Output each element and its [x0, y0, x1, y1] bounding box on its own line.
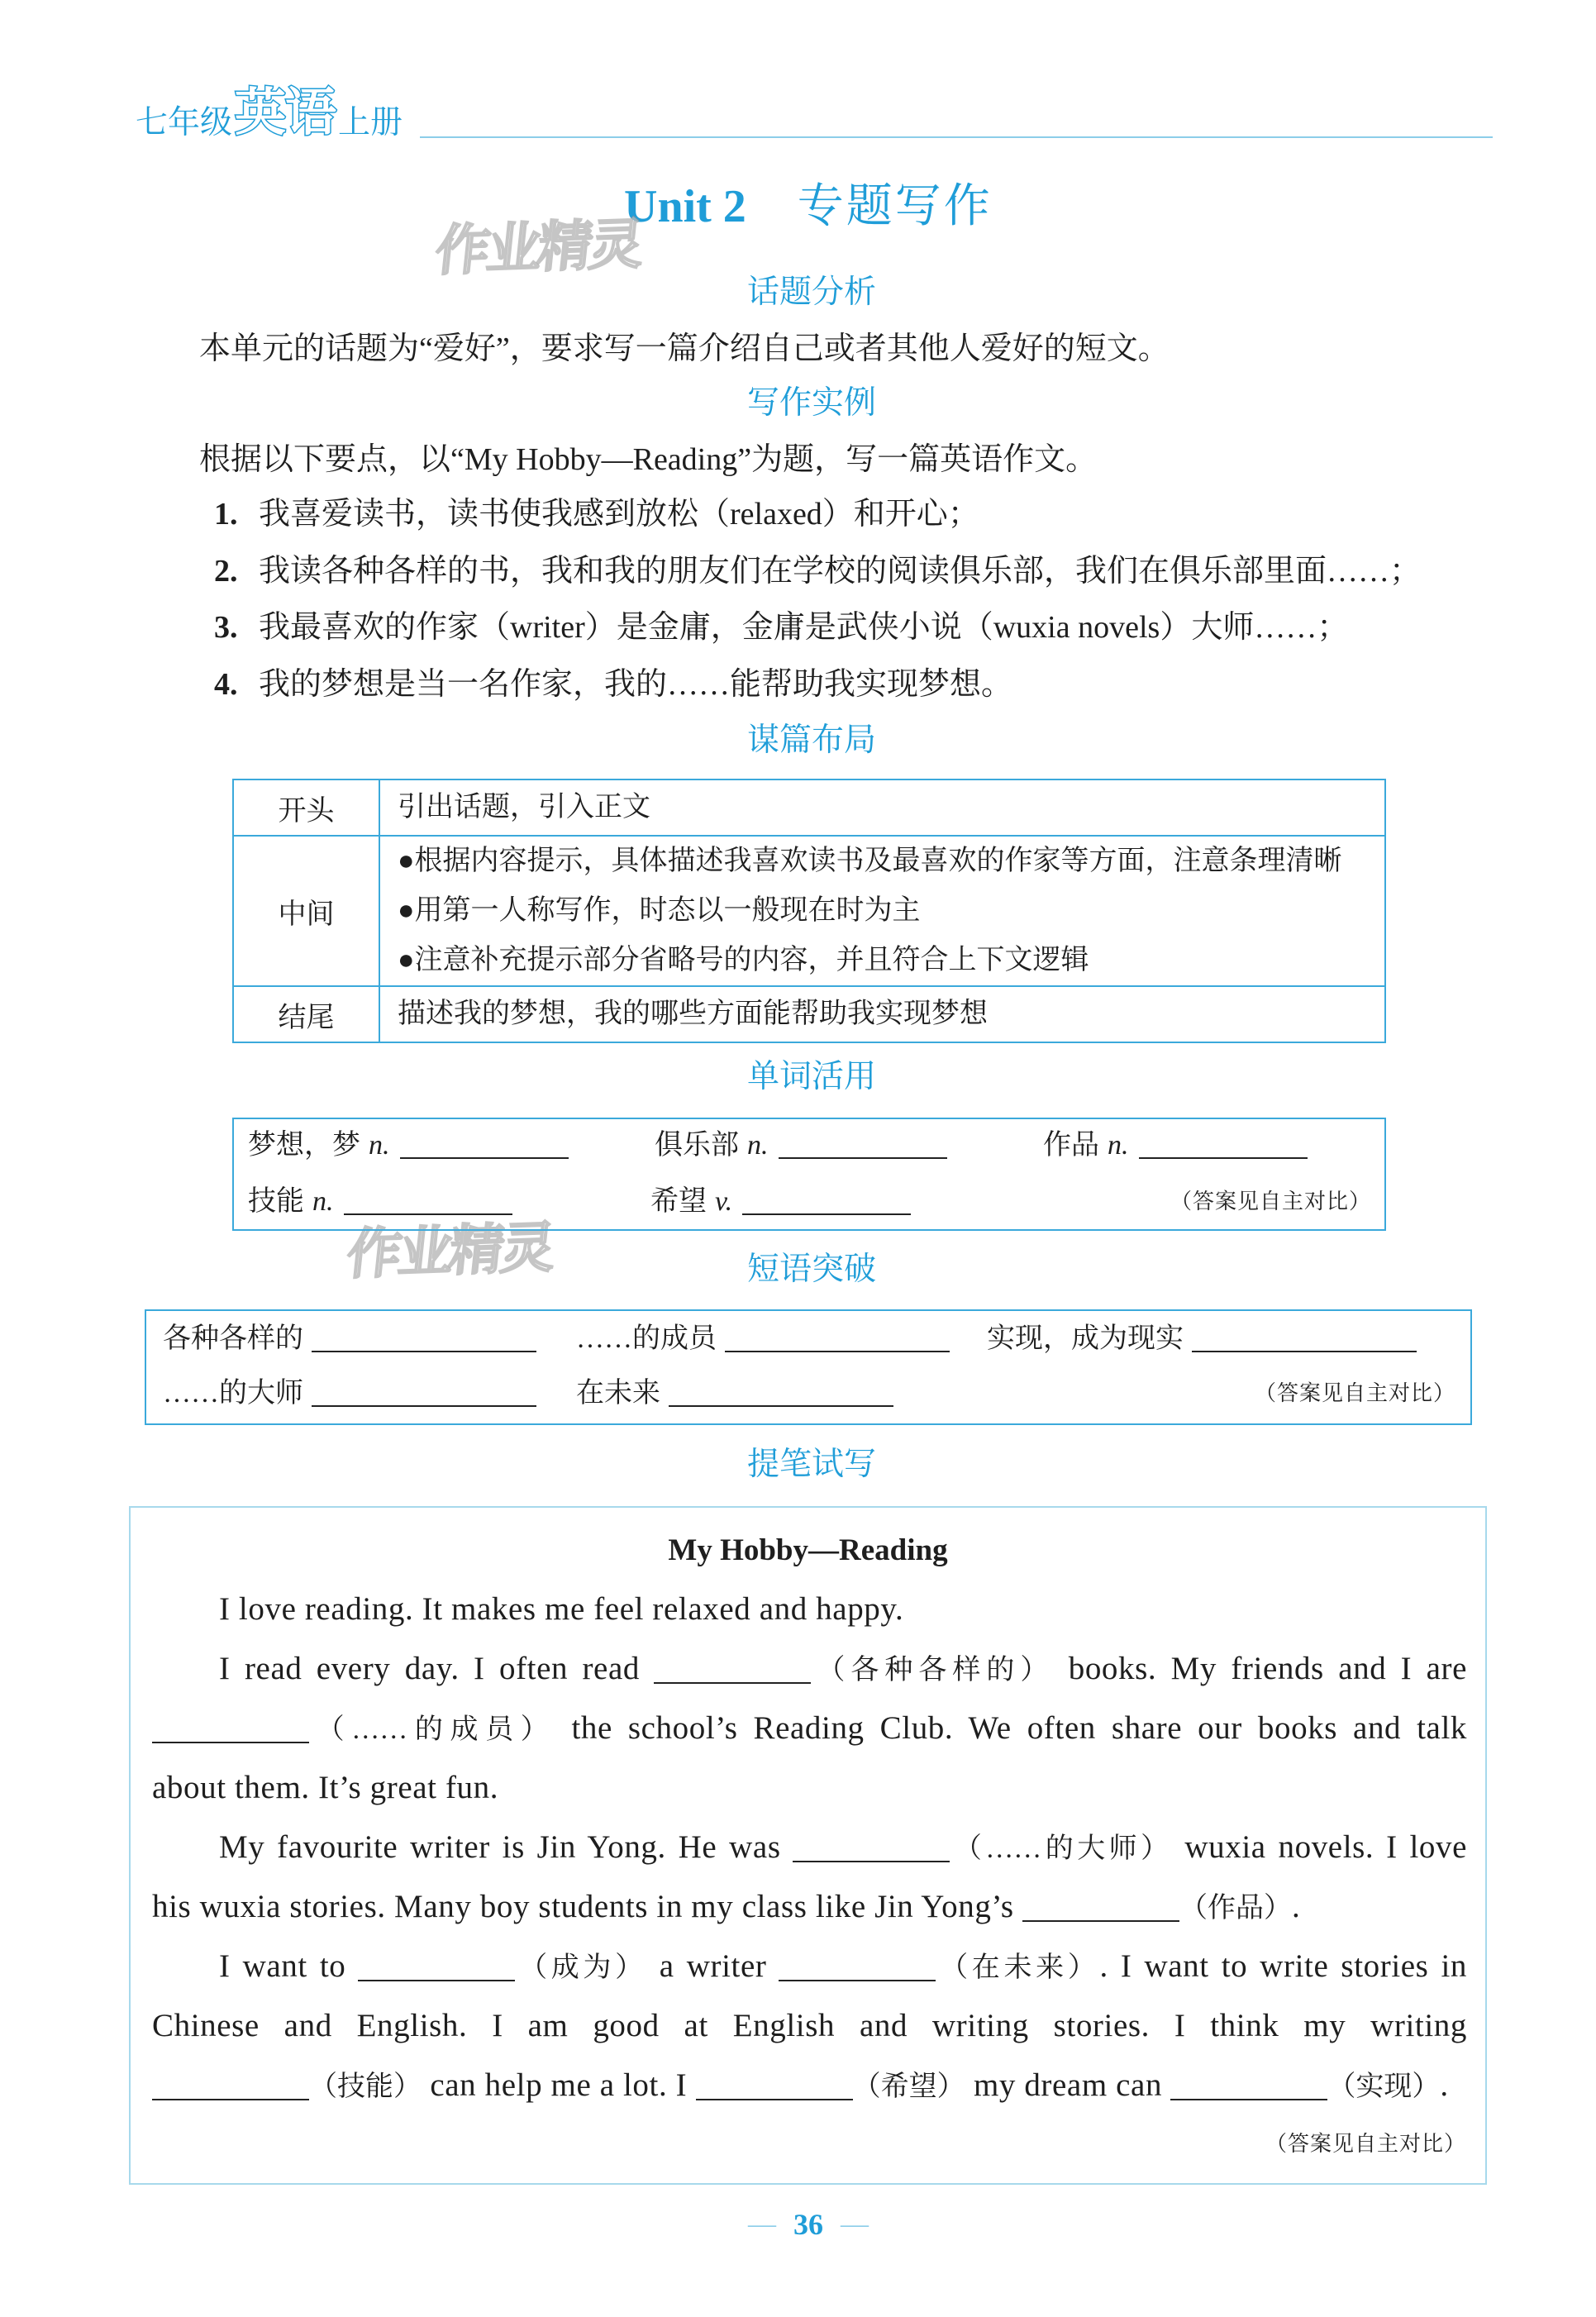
- section-heading-vocabulary: 单词活用: [747, 1058, 877, 1095]
- writing-point: [214, 656, 1421, 713]
- structure-table: [232, 779, 1386, 1043]
- essay-line: [152, 1699, 1467, 1758]
- page-dash-left: —: [748, 2209, 776, 2239]
- phrase-item: [576, 1373, 893, 1414]
- point-text: 我读各种各样的书，我和我的朋友们在学校的阅读俱乐部，我们在俱乐部里面……；: [259, 553, 1422, 589]
- answer-note: （答案见自主对比）: [1170, 1189, 1371, 1213]
- row-line: ●注意补充提示部分省略号的内容，并且符合上下文逻辑: [398, 945, 1089, 975]
- structure-row-opening: [233, 779, 1385, 836]
- row-line: ●根据内容提示，具体描述我喜欢读书及最喜欢的作家等方面，注意条理清晰: [398, 846, 1342, 876]
- vocab-item: [650, 1181, 911, 1223]
- header-grade: 七年级: [136, 104, 233, 141]
- blank-hint: （……的大师）: [950, 1833, 1173, 1864]
- answer-blank: [1022, 1920, 1179, 1922]
- row-label: 开头: [233, 779, 379, 836]
- header-rule: [420, 136, 1493, 138]
- vocab-pos: n.: [312, 1186, 334, 1217]
- vocab-chinese: 希望: [650, 1186, 707, 1217]
- blank-hint: （……的成员）: [309, 1714, 556, 1745]
- essay-text: his wuxia stories. Many boy students in my class like Jin Yong’s: [152, 1889, 1023, 1924]
- vocabulary-box: [232, 1118, 1386, 1231]
- essay-text: My favourite writer is Jin Yong. He was: [219, 1829, 793, 1865]
- answer-blank: [742, 1213, 911, 1215]
- page-dash-right: —: [841, 2209, 869, 2239]
- watermark-top: 作业精灵: [432, 212, 645, 284]
- header-subject: 英语: [235, 82, 336, 142]
- vocab-pos: n.: [1108, 1130, 1129, 1161]
- phrases-box: [145, 1309, 1472, 1425]
- point-number: 4.: [214, 666, 238, 702]
- page-number: [726, 2204, 891, 2245]
- blank-hint: （技能）: [309, 2071, 422, 2102]
- answer-blank: [152, 1742, 309, 1743]
- point-number: 3.: [214, 610, 238, 646]
- row-label: 中间: [233, 836, 379, 986]
- blank-hint: （在未来）: [936, 1952, 1100, 1983]
- writing-example-intro: 根据以下要点，以“My Hobby—Reading”为题，写一篇英语作文。: [199, 442, 1098, 477]
- essay-text: can help me a lot. I: [422, 2067, 696, 2103]
- section-heading-phrases: 短语突破: [747, 1251, 877, 1288]
- essay-text: I want to: [219, 1948, 359, 1984]
- phrase-chinese: ……的大师: [163, 1378, 303, 1409]
- point-text: 我喜爱读书，读书使我感到放松（relaxed）和开心；: [259, 497, 979, 532]
- vocab-pos: v.: [715, 1186, 733, 1217]
- answer-note: （答案见自主对比）: [1254, 1381, 1455, 1405]
- answer-blank: [344, 1213, 512, 1215]
- blank-hint: （希望）: [852, 2071, 965, 2102]
- phrase-item: [163, 1373, 576, 1414]
- essay-title: My Hobby—Reading: [668, 1533, 948, 1567]
- row-line: 描述我的梦想，我的哪些方面能帮助我实现梦想: [398, 999, 988, 1029]
- header-volume: 上册: [338, 104, 403, 141]
- essay-text: . I want to write stories in: [1099, 1948, 1468, 1984]
- writing-point: [214, 599, 1421, 656]
- watermark-middle: 作业精灵: [344, 1215, 556, 1287]
- row-line: ●用第一人称写作，时态以一般现在时为主: [398, 895, 921, 926]
- point-text: 我最喜欢的作家（writer）是金庸，金庸是武侠小说（wuxia novels）大师……；: [259, 610, 1349, 646]
- writing-point: [214, 543, 1421, 600]
- row-content: [379, 836, 1385, 986]
- essay-body: [152, 1580, 1467, 2115]
- essay-text: about them. It’s great fun.: [152, 1770, 499, 1805]
- page-title: [624, 178, 993, 247]
- phrase-item: [576, 1318, 987, 1360]
- row-content: [379, 986, 1385, 1042]
- section-heading-writing: 提笔试写: [747, 1446, 877, 1483]
- answer-blank: [1170, 2099, 1327, 2100]
- section-heading-writing-example: 写作实例: [747, 384, 877, 422]
- point-number: 2.: [214, 553, 238, 589]
- phrase-chinese: 实现，成为现实: [987, 1323, 1184, 1354]
- vocab-item: [248, 1125, 655, 1166]
- answer-blank: [793, 1861, 950, 1862]
- essay-line: [152, 1580, 1467, 1639]
- vocab-pos: n.: [747, 1130, 769, 1161]
- vocab-chinese: 梦想，梦: [248, 1130, 360, 1161]
- answer-blank: [654, 1682, 811, 1684]
- essay-line: [152, 2056, 1467, 2115]
- essay-line: [152, 1758, 1467, 1818]
- answer-blank: [1192, 1351, 1417, 1352]
- vocab-chinese: 俱乐部: [655, 1130, 739, 1161]
- essay-text: my dream can: [965, 2067, 1171, 2103]
- phrase-chinese: 各种各样的: [163, 1323, 303, 1354]
- row-label: 结尾: [233, 986, 379, 1042]
- answer-note: （答案见自主对比）: [1265, 2132, 1466, 2156]
- phrase-chinese: 在未来: [576, 1378, 660, 1409]
- point-text: 我的梦想是当一名作家，我的……能帮助我实现梦想。: [259, 666, 1013, 702]
- essay-text: I read every day. I often read: [219, 1651, 655, 1686]
- answer-blank: [779, 1980, 936, 1981]
- answer-blank: [312, 1351, 536, 1352]
- answer-blank: [669, 1405, 893, 1407]
- phrases-row: [163, 1318, 1417, 1360]
- essay-line: [152, 1818, 1467, 1877]
- vocabulary-row: [248, 1181, 911, 1223]
- phrases-row: [163, 1373, 893, 1414]
- blank-hint: （各种各样的）: [811, 1655, 1055, 1685]
- topic-analysis-text: 本单元的话题为“爱好”，要求写一篇介绍自己或者其他人爱好的短文。: [199, 331, 1170, 366]
- blank-hint: （成为）: [515, 1952, 647, 1983]
- essay-text: I love reading. It makes me feel relaxed and happy.: [219, 1591, 904, 1627]
- book-header: [136, 83, 403, 142]
- essay-line: [152, 1877, 1467, 1937]
- essay-text: the school’s Reading Club. We often share our books and talk: [555, 1710, 1468, 1746]
- answer-blank: [696, 2099, 853, 2100]
- vocab-item: [248, 1181, 650, 1223]
- vocabulary-row: [248, 1125, 1308, 1166]
- writing-points: [214, 486, 1421, 713]
- point-number: 1.: [214, 497, 238, 532]
- row-line: 引出话题，引入正文: [398, 792, 650, 822]
- page-number-value: 36: [793, 2208, 823, 2241]
- structure-row-ending: [233, 986, 1385, 1042]
- essay-text: wuxia novels. I love: [1172, 1829, 1468, 1865]
- section-heading-topic-analysis: 话题分析: [747, 274, 877, 311]
- vocab-chinese: 技能: [248, 1186, 304, 1217]
- answer-blank: [400, 1157, 569, 1159]
- blank-hint: （作品）: [1179, 1893, 1293, 1924]
- writing-box: [129, 1506, 1487, 2185]
- essay-text: Chinese and English. I am good at English and writing stories. I think my writing: [152, 2008, 1467, 2043]
- vocab-item: [1043, 1125, 1308, 1166]
- vocab-chinese: 作品: [1043, 1130, 1099, 1161]
- section-heading-structure: 谋篇布局: [747, 722, 877, 759]
- answer-blank: [725, 1351, 950, 1352]
- essay-text: books. My friends and I are: [1054, 1651, 1468, 1686]
- answer-blank: [358, 1980, 515, 1981]
- essay-line: [152, 1937, 1467, 1996]
- answer-blank: [312, 1405, 536, 1407]
- title-topic: 专题写作: [797, 179, 993, 233]
- title-unit: Unit 2: [624, 181, 746, 232]
- essay-text: a writer: [646, 1948, 779, 1984]
- answer-blank: [779, 1157, 947, 1159]
- essay-text: .: [1440, 2067, 1449, 2103]
- essay-text: .: [1292, 1889, 1301, 1924]
- vocab-pos: n.: [369, 1130, 390, 1161]
- phrase-chinese: ……的成员: [576, 1323, 717, 1354]
- essay-line: [152, 1996, 1467, 2056]
- phrase-item: [987, 1318, 1417, 1360]
- structure-row-body: [233, 836, 1385, 986]
- row-content: [379, 779, 1385, 836]
- answer-blank: [1139, 1157, 1308, 1159]
- vocab-item: [655, 1125, 1043, 1166]
- writing-point: [214, 486, 1421, 543]
- blank-hint: （实现）: [1327, 2071, 1441, 2102]
- phrase-item: [163, 1318, 576, 1360]
- essay-line: [152, 1639, 1467, 1699]
- answer-blank: [152, 2099, 309, 2100]
